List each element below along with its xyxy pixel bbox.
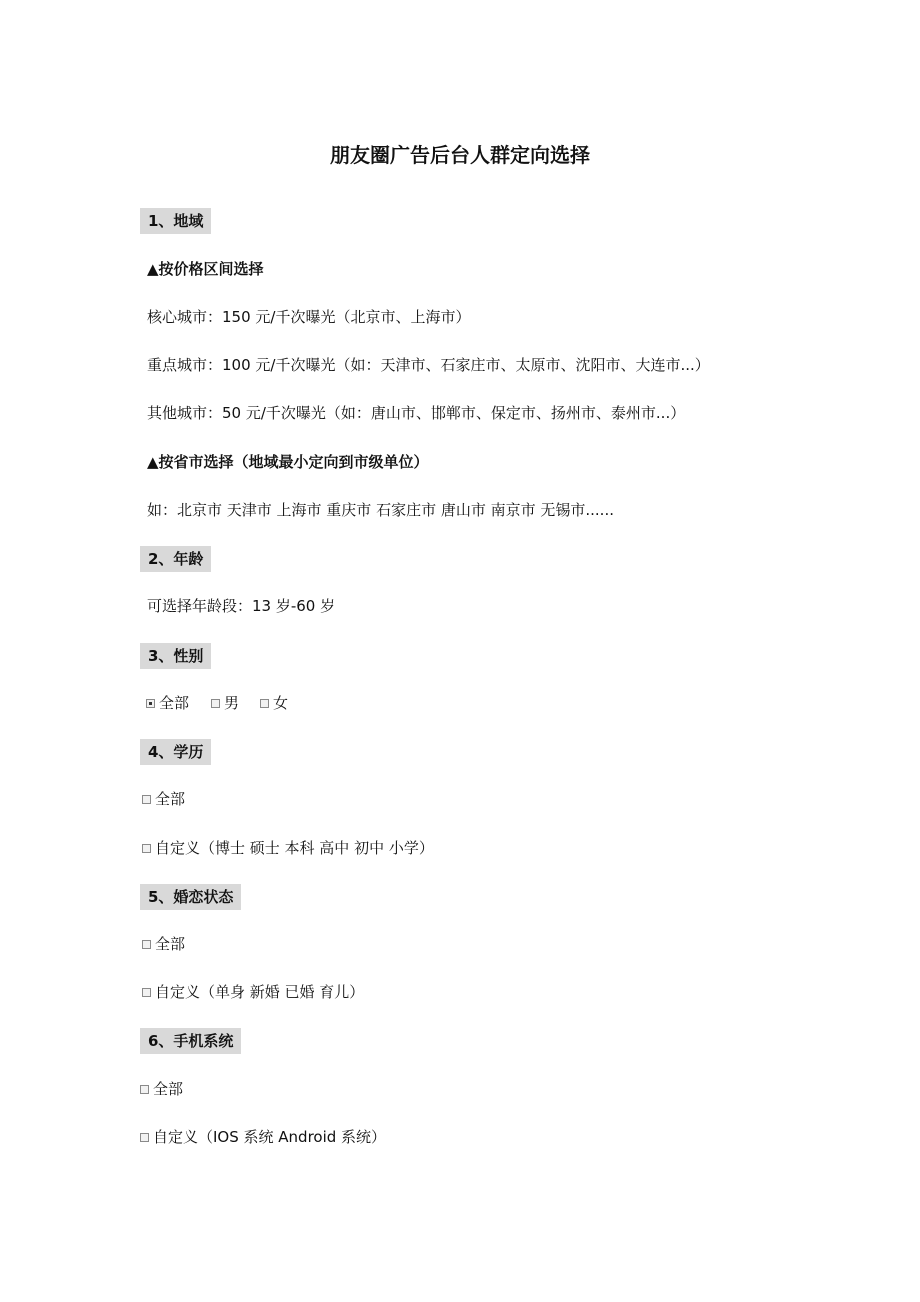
province-examples: 如：北京市 天津市 上海市 重庆市 石家庄市 唐山市 南京市 无锡市......: [147, 501, 614, 519]
section-heading-os: 6、手机系统: [140, 1028, 241, 1054]
gender-option-male[interactable]: [211, 691, 239, 715]
core-city-price: 核心城市：150 元/千次曝光（北京市、上海市）: [147, 308, 471, 326]
checkbox-icon[interactable]: [142, 844, 151, 853]
other-city-price: 其他城市：50 元/千次曝光（如：唐山市、邯郸市、保定市、扬州市、泰州市...）: [147, 404, 686, 422]
gender-option-label: 全部: [159, 694, 190, 712]
checkbox-icon[interactable]: [140, 1133, 149, 1142]
checkbox-icon[interactable]: [260, 699, 269, 708]
education-custom-label: 自定义（博士 硕士 本科 高中 初中 小学）: [155, 839, 434, 857]
checkbox-icon[interactable]: [140, 1085, 149, 1094]
page-title: 朋友圈广告后台人群定向选择: [330, 143, 590, 167]
section-heading-marital: 5、婚恋状态: [140, 884, 241, 910]
marital-option-custom[interactable]: [142, 980, 364, 1004]
checkbox-icon[interactable]: [146, 699, 155, 708]
gender-option-all[interactable]: [146, 691, 189, 715]
os-option-all[interactable]: [140, 1077, 183, 1101]
os-custom-label: 自定义（IOS 系统 Android 系统）: [153, 1128, 387, 1146]
os-option-custom[interactable]: [140, 1125, 386, 1149]
section-heading-gender: 3、性别: [140, 643, 211, 669]
education-option-custom[interactable]: [142, 836, 434, 860]
marital-option-all[interactable]: [142, 932, 185, 956]
key-city-price: 重点城市：100 元/千次曝光（如：天津市、石家庄市、太原市、沈阳市、大连市...）: [147, 356, 710, 374]
age-range: 可选择年龄段：13 岁-60 岁: [147, 597, 336, 615]
gender-option-female[interactable]: [260, 691, 288, 715]
marital-custom-label: 自定义（单身 新婚 已婚 育儿）: [155, 983, 365, 1001]
education-option-all[interactable]: [142, 787, 185, 811]
province-select-label: ▲按省市选择（地域最小定向到市级单位）: [147, 453, 429, 471]
checkbox-icon[interactable]: [211, 699, 220, 708]
section-heading-age: 2、年龄: [140, 546, 211, 572]
education-all-label: 全部: [155, 790, 186, 808]
price-tier-label: ▲按价格区间选择: [147, 260, 264, 278]
section-heading-education: 4、学历: [140, 739, 211, 765]
checkbox-icon[interactable]: [142, 940, 151, 949]
marital-all-label: 全部: [155, 935, 186, 953]
checkbox-icon[interactable]: [142, 795, 151, 804]
section-heading-region: 1、地域: [140, 208, 211, 234]
gender-option-label: 女: [273, 694, 289, 712]
os-all-label: 全部: [153, 1080, 184, 1098]
gender-option-label: 男: [224, 694, 240, 712]
checkbox-icon[interactable]: [142, 988, 151, 997]
